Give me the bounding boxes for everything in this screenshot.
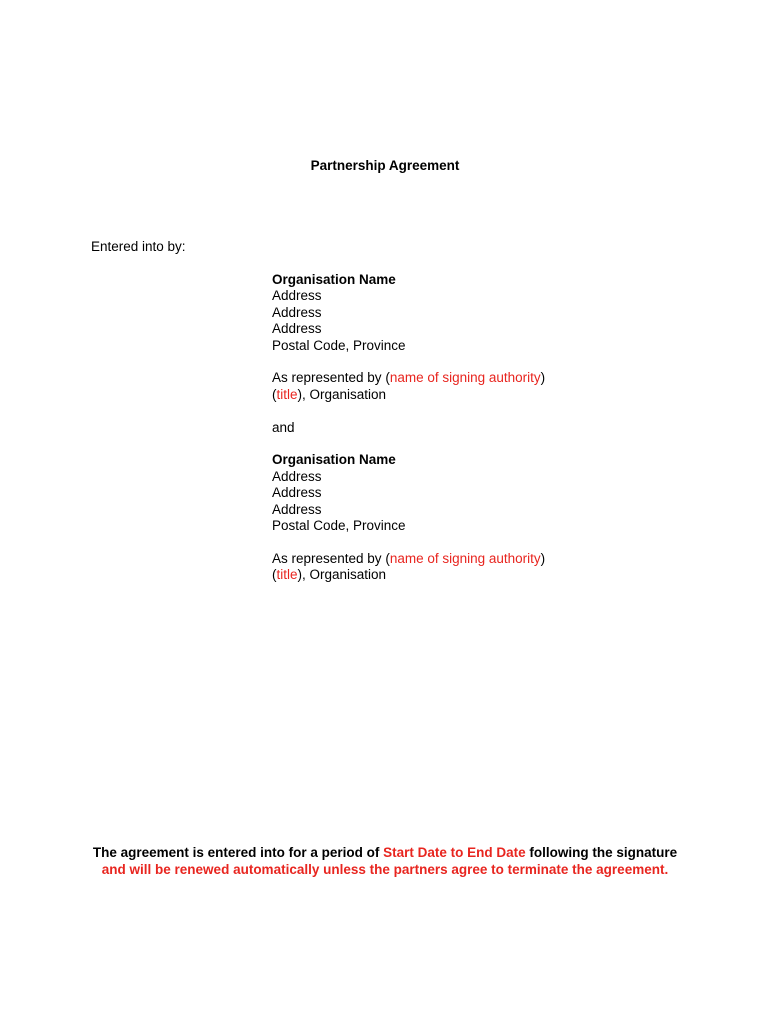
address-line: Address	[272, 485, 322, 501]
address-line: Address	[272, 321, 322, 337]
represented-prefix: As represented by (	[272, 370, 390, 386]
intro-text: Entered into by:	[91, 239, 186, 254]
represented-suffix: )	[540, 370, 546, 386]
address-line: Address	[272, 288, 322, 304]
postal-code-line: Postal Code, Province	[272, 518, 406, 534]
term-dates-placeholder: Start Date to End Date	[383, 845, 526, 860]
agreement-term-paragraph	[90, 844, 680, 878]
term-text-part1: The agreement is entered into for a period of	[92, 845, 384, 860]
title-open: (	[272, 567, 277, 583]
term-text-part2: following the signature	[525, 845, 678, 860]
title-close: ), Organisation	[297, 386, 387, 402]
document-title: Partnership Agreement	[310, 158, 460, 173]
address-line: Address	[272, 304, 322, 320]
represented-suffix: )	[540, 550, 546, 566]
represented-by-line	[272, 551, 692, 567]
title-open: (	[272, 386, 277, 402]
party-block-2	[272, 452, 692, 583]
postal-code-line: Postal Code, Province	[272, 337, 406, 353]
title-close: ), Organisation	[297, 567, 387, 583]
party-block-1	[272, 272, 692, 403]
title-placeholder: title	[276, 567, 298, 583]
represented-by-line	[272, 370, 692, 386]
address-line: Address	[272, 468, 322, 484]
represented-prefix: As represented by (	[272, 550, 390, 566]
title-placeholder: title	[276, 386, 298, 402]
title-line	[272, 567, 692, 583]
title-line	[272, 387, 692, 403]
signing-authority-placeholder: name of signing authority	[389, 370, 541, 386]
organisation-name: Organisation Name	[272, 452, 396, 468]
organisation-name: Organisation Name	[272, 272, 396, 287]
signing-authority-placeholder: name of signing authority	[389, 550, 541, 566]
term-renewal-placeholder: and will be renewed automatically unless the partners agree to terminate the agreement.	[101, 862, 669, 877]
parties-block	[272, 272, 692, 584]
conjunction-and: and	[272, 419, 295, 435]
address-line: Address	[272, 501, 322, 517]
